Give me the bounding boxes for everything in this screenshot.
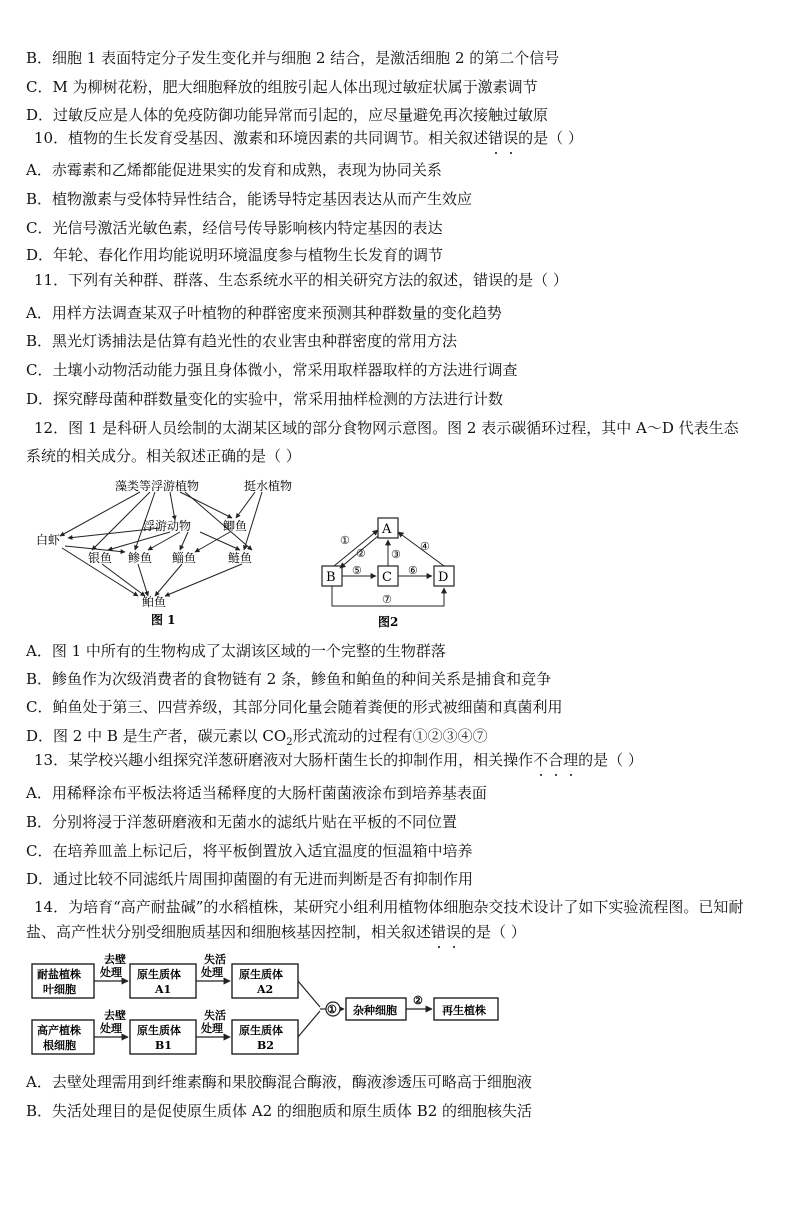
label-2: ②: [356, 547, 366, 560]
node-hemiculter: 鲹鱼: [128, 551, 153, 565]
q10-option-a: A．赤霉素和乙烯都能促进果实的发育和成熟，表现为协同关系: [26, 161, 442, 179]
node-crucian: 鲫鱼: [223, 519, 248, 533]
label-1: ①: [340, 534, 350, 547]
q12-option-b: B．鲹鱼作为次级消费者的食物链有 2 条，鲹鱼和鲌鱼的种间关系是捕食和竞争: [26, 670, 552, 688]
food-web-arrows: [60, 492, 262, 596]
q10-option-d: D．年轮、春化作用均能说明环境温度参与植物生长发育的调节: [26, 246, 444, 264]
q10-stem: 10．植物的生长发育受基因、激素和环境因素的共同调节。相关叙述错误的是（ ）: [34, 129, 583, 147]
salt-plant-label: 耐盐植株: [37, 968, 81, 981]
q9-option-c: C．M 为柳树花粉，肥大细胞释放的组胺引起人体出现过敏症状属于激素调节: [26, 78, 538, 96]
food-web-figure: [30, 476, 320, 628]
node-shrimp: 白虾: [36, 533, 61, 547]
figure1-caption: 图 1: [151, 613, 176, 627]
q11-stem: 11．下列有关种群、群落、生态系统水平的相关研究方法的叙述，错误的是（ ）: [34, 271, 568, 289]
node-zooplankton: 浮游动物: [143, 519, 192, 533]
label-a: A: [382, 522, 392, 537]
q13-option-d: D．通过比较不同滤纸片周围抑菌圈的有无进而判断是否有抑制作用: [26, 870, 474, 888]
q14-option-a: A．去壁处理需用到纤维素酶和果胶酶混合酶液，酶液渗透压可略高于细胞液: [26, 1073, 532, 1091]
protoplast-b2-label: 原生质体: [239, 1024, 283, 1037]
wall-removal-1: 去壁: [104, 953, 126, 966]
inactivation-process-1: 处理: [201, 966, 223, 979]
label-7: ⑦: [382, 593, 392, 606]
protoplast-b1-label: 原生质体: [137, 1024, 181, 1037]
q12-option-d: D．图 2 中 B 是生产者，碳元素以 $CO_2$形式流动的过程有①②③④⑦: [26, 727, 488, 748]
protoplast-a2-label: 原生质体: [239, 968, 283, 981]
q13-option-c: C．在培养皿盖上标记后，将平板倒置放入适宜温度的恒温箱中培养: [26, 842, 473, 860]
step-2-label: ②: [413, 994, 423, 1007]
node-top-fish: 鲌鱼: [142, 595, 167, 609]
q12-stem-line1: 12．图 1 是科研人员绘制的太湖某区域的部分食物网示意图。图 2 表示碳循环过程，其中 A～D 代表生态: [34, 419, 739, 437]
label-3: ③: [391, 548, 401, 561]
q9-option-d: D．过敏反应是人体的免疫防御功能异常而引起的，应尽量避免再次接触过敏原: [26, 106, 549, 124]
regenerated-plant-label: 再生植株: [442, 1004, 486, 1017]
node-silverfish: 银鱼: [88, 551, 113, 565]
node-crucian2: 鲢鱼: [228, 551, 253, 565]
q14-stem-line1: 14．为培育“高产耐盐碱”的水稻植株，某研究小组利用植物体细胞杂交技术设计了如下实验流程图。已知耐: [34, 898, 744, 916]
protoplast-a1-label: 原生质体: [137, 968, 181, 981]
root-cell-label: 根细胞: [43, 1039, 76, 1052]
label-5: ⑤: [352, 564, 362, 577]
leaf-cell-label: 叶细胞: [43, 983, 76, 996]
q12-option-c: C．鲌鱼处于第三、四营养级，其部分同化量会随着粪便的形式被细菌和真菌利用: [26, 698, 563, 716]
q11-option-c: C．土壤小动物活动能力强且身体微小，常采用取样器取样的方法进行调查: [26, 361, 518, 379]
node-plankton-algae: 藻类等浮游植物: [115, 479, 200, 493]
wall-process-1: 处理: [100, 966, 122, 979]
q12-stem-line2: 系统的相关成分。相关叙述正确的是（ ）: [26, 447, 301, 465]
node-mullet: 鲻鱼: [172, 551, 197, 565]
q11-option-a: A．用样方法调查某双子叶植物的种群密度来预测其种群数量的变化趋势: [26, 304, 502, 322]
a2-label: A2: [257, 983, 274, 996]
wall-removal-2: 去壁: [104, 1009, 126, 1022]
q13-stem: 13．某学校兴趣小组探究洋葱研磨液对大肠杆菌生长的抑制作用，相关操作不合理的是（ ）: [34, 751, 643, 769]
label-c: C: [382, 570, 392, 585]
cell-fusion-flowchart: [28, 950, 518, 1065]
label-4: ④: [420, 540, 430, 553]
inactivation-2: 失活: [204, 1009, 226, 1022]
node-emergent-plant: 挺水植物: [244, 479, 293, 493]
q11-option-b: B．黑光灯诱捕法是估算有趋光性的农业害虫种群密度的常用方法: [26, 332, 458, 350]
b2-label: B2: [257, 1039, 274, 1052]
q14-option-b: B．失活处理目的是促使原生质体 A2 的细胞质和原生质体 B2 的细胞核失活: [26, 1102, 533, 1120]
q13-option-b: B．分别将浸于洋葱研磨液和无菌水的滤纸片贴在平板的不同位置: [26, 813, 458, 831]
label-d: D: [438, 570, 449, 585]
label-6: ⑥: [408, 564, 418, 577]
inactivation-1: 失活: [204, 953, 226, 966]
a1-label: A1: [155, 983, 172, 996]
b1-label: B1: [155, 1039, 172, 1052]
label-b: B: [326, 570, 336, 585]
step-1-label: ①: [327, 1003, 337, 1016]
q11-option-d: D．探究酵母菌种群数量变化的实验中，常采用抽样检测的方法进行计数: [26, 390, 504, 408]
q10-option-c: C．光信号激活光敏色素，经信号传导影响核内特定基因的表达: [26, 219, 443, 237]
q13-option-a: A．用稀释涂布平板法将适当稀释度的大肠杆菌菌液涂布到培养基表面: [26, 784, 487, 802]
yield-plant-label: 高产植株: [37, 1024, 81, 1037]
q12-option-a: A．图 1 中所有的生物构成了太湖该区域的一个完整的生物群落: [26, 642, 446, 660]
inactivation-process-2: 处理: [201, 1022, 223, 1035]
wall-process-2: 处理: [100, 1022, 122, 1035]
hybrid-cell-label: 杂种细胞: [353, 1004, 397, 1017]
figure2-caption: 图2: [378, 615, 399, 629]
q10-option-b: B．植物激素与受体特异性结合，能诱导特定基因表达从而产生效应: [26, 190, 473, 208]
q9-option-b: B．细胞 1 表面特定分子发生变化并与细胞 2 结合，是激活细胞 2 的第二个信号: [26, 49, 560, 67]
carbon-cycle-figure: [318, 512, 468, 630]
q14-stem-line2: 盐、高产性状分别受细胞质基因和细胞核基因控制，相关叙述错误的是（ ）: [26, 923, 526, 941]
